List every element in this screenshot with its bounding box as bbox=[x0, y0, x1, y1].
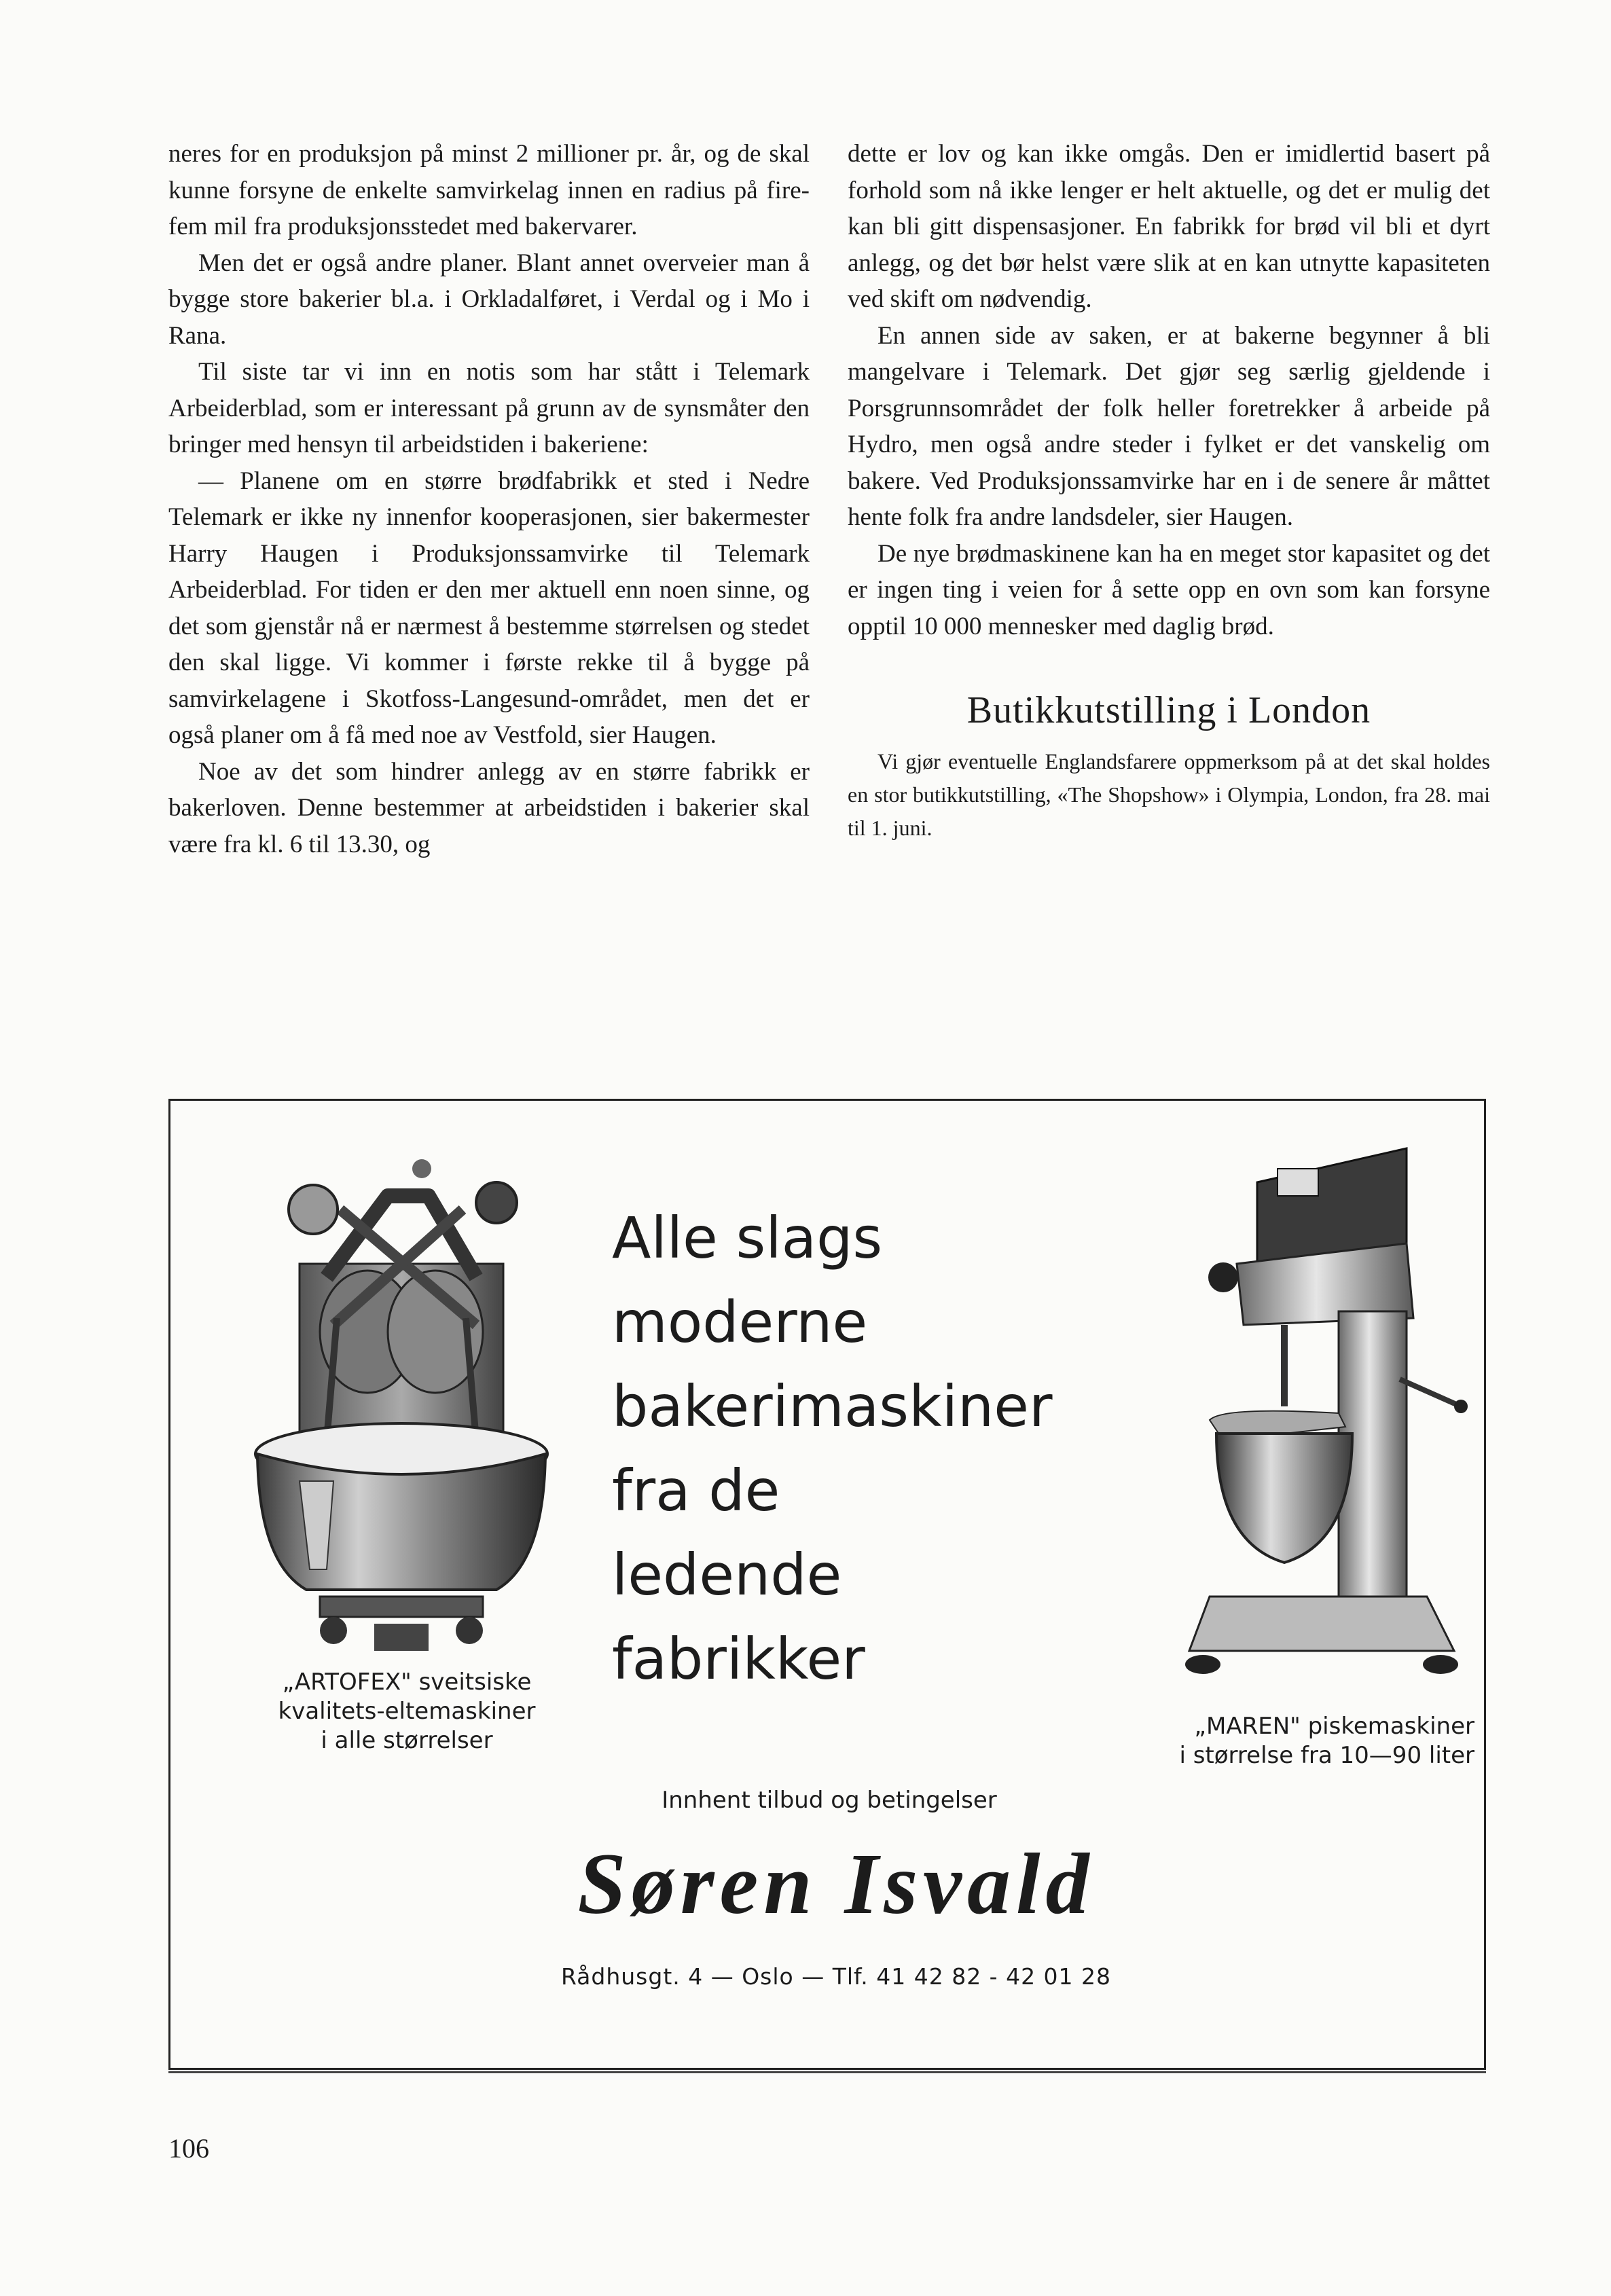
paragraph: Til siste tar vi inn en notis som har stått i Telemark Arbeiderblad, som er interessant på grunn av de synsmåter den bringer med hensyn til arbeidstiden i bakeriene: bbox=[168, 358, 810, 458]
paragraph: dette er lov og kan ikke omgås. Den er imidlertid basert på forhold som nå ikke lenger er helt aktuelle, og det er mulig det kan bli gitt dispensasjoner. En fabrikk for brød vil bli et dyrt anlegg, og det bør helst være slik at en kan utnytte kapasiteten ved skift om nødvendig. bbox=[848, 140, 1490, 313]
advertisement bbox=[168, 1099, 1486, 2070]
caption-line: kvalitets-eltemaskiner bbox=[278, 1698, 536, 1725]
london-notice bbox=[848, 745, 1490, 845]
headline-line: moderne bbox=[612, 1289, 868, 1355]
page-number: 106 bbox=[168, 2133, 209, 2164]
headline-line: fabrikker bbox=[612, 1626, 865, 1692]
headline-line: fra de ledende bbox=[612, 1457, 842, 1608]
company-address: Rådhusgt. 4 — Oslo — Tlf. 41 42 82 - 42 01 28 bbox=[560, 1963, 1112, 1990]
paragraph: Vi gjør eventuelle Englandsfarere oppmerksom på at det skal holdes en stor butikkutstilling, «The Shopshow» i Olympia, London, fra 28. mai til 1. juni. bbox=[848, 749, 1490, 840]
ad-inquiry: Innhent tilbud og betingelser bbox=[662, 1787, 997, 1814]
whisking-machine-illustration bbox=[1182, 1121, 1468, 1705]
ad-headline bbox=[612, 1196, 1053, 1701]
caption-line: „ARTOFEX" sveitsiske bbox=[282, 1669, 532, 1696]
section-title: Butikkutstilling i London bbox=[966, 689, 1371, 731]
article-right-column bbox=[848, 136, 1490, 845]
paragraph: Noe av det som hindrer anlegg av en større fabrikk er bakerloven. Denne bestemmer at arbeidstiden i bakerier skal være fra kl. 6 til 13.30, og bbox=[168, 757, 810, 858]
paragraph: — Planene om en større brødfabrikk et sted i Nedre Telemark er ikke ny innenfor kooperasjonen, sier bakermester Harry Haugen i Produksjonssamvirke til Telemark Arbeiderblad. For tiden er den mer aktuell enn noen sinne, og det som gjenstår nå er nærmest å bestemme størrelsen og stedet den skal ligge. Vi kommer i første rekke til å bygge på samvirkelagene i Skotfoss-Langesund-området, men det er også planer om å få med noe av Vestfold, sier Haugen. bbox=[168, 467, 810, 749]
paragraph: De nye brødmaskinene kan ha en meget stor kapasitet og det er ingen ting i veien for å sette opp en ovn som kan forsyne opptil 10 000 mennesker med daglig brød. bbox=[848, 539, 1490, 640]
headline-line: Alle slags bbox=[612, 1205, 883, 1271]
headline-line: bakerimaskiner bbox=[612, 1373, 1053, 1440]
paragraph: En annen side av saken, er at bakerne begynner å bli mangelvare i Telemark. Det gjør seg særlig gjeldende i Porsgrunnsområdet der folk heller foretrekker å arbeide på Hydro, men også andre steder i fylket er det vanskelig om bakere. Ved Produksjonssamvirke har en i de senere år måttet hente folk fra andre landsdeler, sier Haugen. bbox=[848, 321, 1490, 531]
caption-line: „MAREN" piskemaskiner bbox=[1194, 1713, 1474, 1740]
paragraph: neres for en produksjon på minst 2 millioner pr. år, og de skal kunne forsyne de enkelte samvirkelag innen en radius på fire-fem mil fra produksjonsstedet med bakervarer. bbox=[168, 140, 810, 240]
company-logo: Søren Isvald bbox=[577, 1836, 1095, 1932]
caption-line: i størrelse fra 10—90 liter bbox=[1179, 1742, 1474, 1769]
kneading-machine-illustration bbox=[252, 1155, 551, 1658]
paragraph: Men det er også andre planer. Blant annet overveier man å bygge store bakerier bl.a. i Orkladalføret, i Verdal og i Mo i Rana. bbox=[168, 249, 810, 350]
maren-caption bbox=[1155, 1712, 1474, 1770]
artofex-caption bbox=[264, 1668, 549, 1755]
caption-line: i alle størrelser bbox=[321, 1727, 493, 1754]
article-left-column bbox=[168, 136, 810, 862]
